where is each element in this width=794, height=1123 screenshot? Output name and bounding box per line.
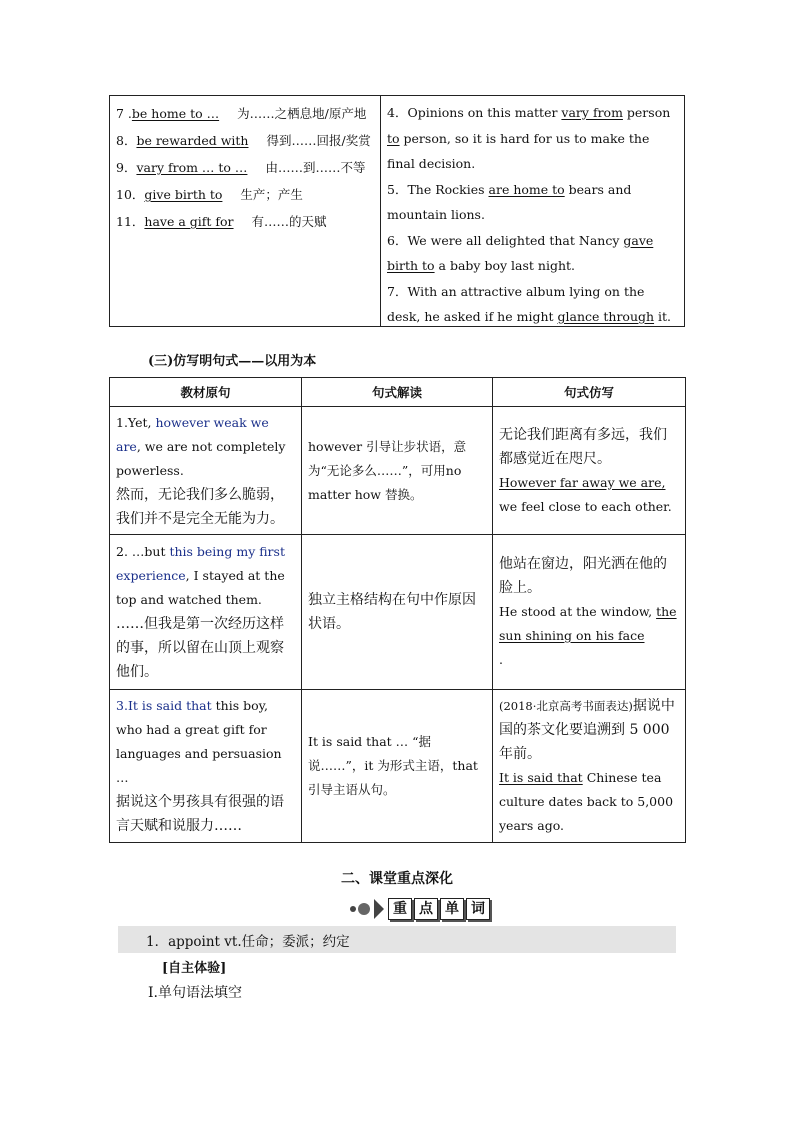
- column-header: 教材原句: [110, 378, 302, 407]
- key-words-banner: [350, 897, 492, 921]
- example-sentence: 5．The Rockies are home to bears and mountain lions.: [387, 181, 632, 222]
- arrow-icon: [374, 899, 384, 919]
- banner-char: 重: [388, 898, 412, 920]
- example-sentence: 6．We were all delighted that Nancy gave birth to a baby boy last night.: [387, 232, 654, 273]
- banner-char: 单: [440, 898, 464, 920]
- phrase-list: [110, 96, 381, 326]
- sentence-explanation: It is said that … “据说……”，it 为形式主语，that 引导主语从句。: [302, 690, 493, 843]
- imitation-sentence: (2018·北京高考书面表达)据说中国的茶文化要追溯到 5 000 年前。 It is said that Chinese tea culture dates back to 5,000 years ago.: [493, 690, 686, 843]
- original-sentence: 2. …but this being my first experience, I stayed at the top and watched them. ……但我是第一次经历这样的事，所以留在山顶上观察他们。: [110, 535, 302, 690]
- imitation-sentence: 他站在窗边，阳光洒在他的脸上。 He stood at the window, the sun shining on his face .: [493, 535, 686, 690]
- sub-heading: [自主体验]: [162, 961, 227, 976]
- banner-char: 点: [414, 898, 438, 920]
- table-row: [110, 535, 686, 690]
- phrase-table: [109, 95, 685, 327]
- section-heading: 二、课堂重点深化: [341, 871, 453, 887]
- phrase-item: 10．give birth to 生产；产生: [116, 187, 303, 202]
- phrase-item: 11．have a gift for 有……的天赋: [116, 214, 327, 229]
- bullet-icon: [350, 903, 370, 915]
- sentence-explanation: 独立主格结构在句中作原因状语。: [302, 535, 493, 690]
- table-header-row: [110, 378, 686, 407]
- table-row: [110, 407, 686, 535]
- word-entry: 1．appoint vt.任命；委派；约定: [146, 934, 350, 950]
- exercise-label: Ⅰ.单句语法填空: [148, 985, 242, 1001]
- original-sentence: 1.Yet, however weak we are, we are not completely powerless. 然而，无论我们多么脆弱，我们并不是完全无能为力。: [110, 407, 302, 535]
- example-sentence: 4．Opinions on this matter vary from person to person, so it is hard for us to make the final decision.: [387, 105, 671, 171]
- column-header: 句式解读: [302, 378, 493, 407]
- original-sentence: 3.It is said that this boy, who had a great gift for languages and persuasion … 据说这个男孩具有很强的语言天赋和说服力……: [110, 690, 302, 843]
- phrase-examples: [381, 96, 684, 326]
- table-row: [110, 690, 686, 843]
- phrase-item: 8．be rewarded with 得到……回报/奖赏: [116, 133, 371, 148]
- word-entry-bar: [118, 926, 676, 953]
- imitation-sentence: 无论我们距离有多远，我们都感觉近在咫尺。 However far away we are, we feel close to each other.: [493, 407, 686, 535]
- section-heading: (三)仿写明句式——以用为本: [148, 354, 317, 369]
- column-header: 句式仿写: [493, 378, 686, 407]
- sentence-table: [109, 377, 686, 843]
- example-sentence: 7．With an attractive album lying on the desk, he asked if he might glance through it.: [387, 283, 672, 324]
- phrase-item: 7 .be home to … 为……之栖息地/原产地: [116, 106, 367, 121]
- sentence-explanation: however 引导让步状语，意为“无论多么……”，可用no matter how 替换。: [302, 407, 493, 535]
- banner-char: 词: [466, 898, 490, 920]
- phrase-item: 9．vary from … to … 由……到……不等: [116, 160, 366, 175]
